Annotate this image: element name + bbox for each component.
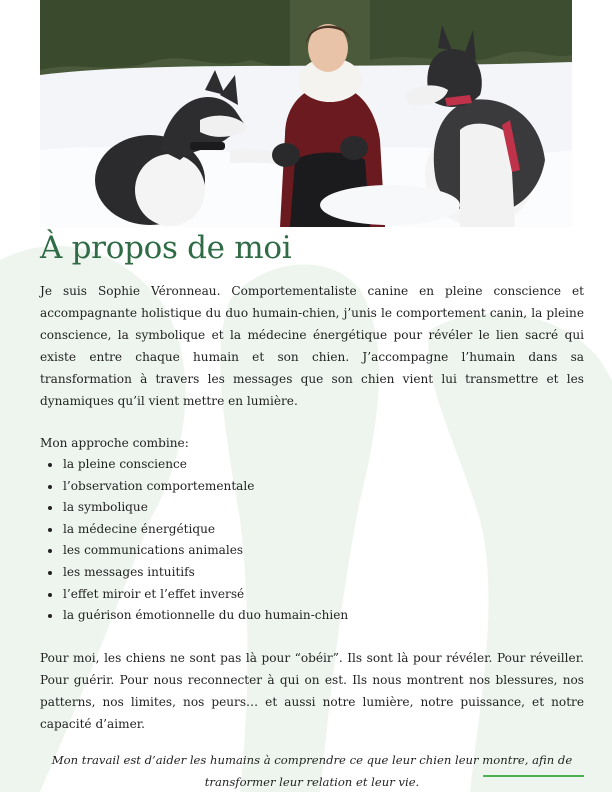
mission-quote: Mon travail est d’aider les humains à comprendre ce que leur chien leur montre, afin de transformer leur relation et leur vie. xyxy=(51,752,573,789)
approach-label: Mon approche combine: xyxy=(40,436,189,450)
intro-paragraph: Je suis Sophie Véronneau. Comportementaliste canine en pleine conscience et accompagnante holistique du duo humain-chien, j’unis le comportement canin, la pleine conscience, la symbolique et la médecine énergétique pour révéler le lien sacré qui existe entre chaque humain et son chien. J’accompagne l’humain dans sa transformation à travers les messages que son chien vient lui transmettre et les dynamiques qu’il vient mettre en lumière. xyxy=(40,284,584,408)
list-item: • la guérison émotionnelle du duo humain-chien xyxy=(62,605,584,627)
list-item: • l’observation comportementale xyxy=(62,476,584,498)
list-item: • la symbolique xyxy=(62,497,584,519)
accent-divider xyxy=(483,775,584,777)
header-photo xyxy=(40,0,572,227)
list-item: • l’effet miroir et l’effet inversé xyxy=(62,584,584,606)
list-item: • les messages intuitifs xyxy=(62,562,584,584)
philosophy-paragraph: Pour moi, les chiens ne sont pas là pour “obéir”. Ils sont là pour révéler. Pour réveiller. Pour guérir. Pour nous reconnecter à qui on est. Ils nous montrent nos blessures, nos patterns, nos limites, nos peurs… et aussi notre lumière, notre puissance, et notre capacité d’aimer. xyxy=(40,650,584,731)
list-item: • la pleine conscience xyxy=(62,454,584,476)
approach-list xyxy=(40,454,584,627)
page-title: À propos de moi xyxy=(40,230,292,266)
about-content xyxy=(40,280,584,793)
list-item: • la médecine énergétique xyxy=(62,519,584,541)
list-item: • les communications animales xyxy=(62,540,584,562)
